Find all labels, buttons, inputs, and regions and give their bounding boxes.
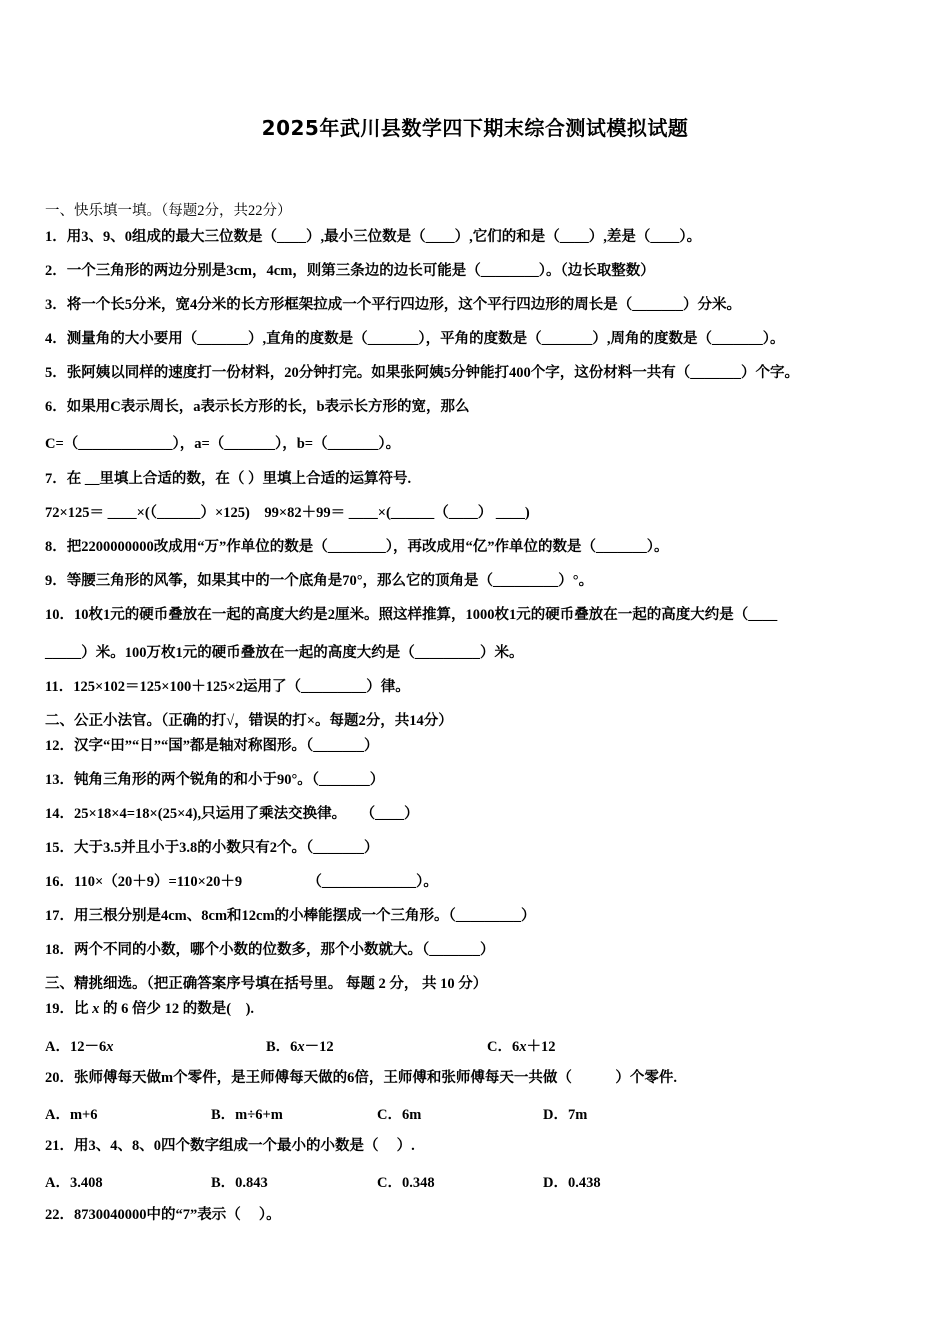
option-19-a: A．12－6x <box>45 1039 114 1055</box>
option-19-b: B．6x－12 <box>266 1039 334 1055</box>
question-6-line-1: 6．如果用C表示周长，a表示长方形的长，b表示长方形的宽，那么 <box>45 399 470 415</box>
question-5: 5．张阿姨以同样的速度打一份材料，20分钟打完。如果张阿姨5分钟能打400个字，这份材料一共有（_______）个字。 <box>45 365 799 381</box>
question-18: 18．两个不同的小数，哪个小数的位数多，那个小数就大。（_______） <box>45 942 495 958</box>
question-3: 3．将一个长5分米，宽4分米的长方形框架拉成一个平行四边形，这个平行四边形的周长是（_______）分米。 <box>45 297 741 313</box>
question-19-options <box>45 1035 930 1053</box>
question-19-text-end: 的 6 倍少 12 的数是( ). <box>99 1001 255 1017</box>
question-14: 14．25×18×4=18×(25×4),只运用了乘法交换律。 （____） <box>45 806 419 822</box>
section-3-heading: 三、精挑细选。（把正确答案序号填在括号里。 每题 2 分， 共 10 分） <box>45 976 488 992</box>
option-21-d: D．0.438 <box>543 1175 601 1191</box>
question-11: 11．125×102＝125×100＋125×2运用了（_________）律。 <box>45 679 410 695</box>
question-9: 9．等腰三角形的风筝，如果其中的一个底角是70°，那么它的顶角是（_________）°。 <box>45 573 594 589</box>
option-20-a: A．m+6 <box>45 1107 98 1123</box>
option-20-c: C．6m <box>377 1107 422 1123</box>
section-1-heading: 一、快乐填一填。（每题2分，共22分） <box>45 203 292 219</box>
question-13: 13．钝角三角形的两个锐角的和小于90°。（_______） <box>45 772 385 788</box>
question-19-text-start: 19．比 <box>45 1001 93 1017</box>
question-6-line-2: C=（_____________），a=（_______），b=（_______）。 <box>45 436 401 452</box>
section-2-heading: 二、公正小法官。（正确的打√，错误的打×。每题2分，共14分） <box>45 713 453 729</box>
question-16: 16．110×（20＋9）=110×20＋9 （_____________）。 <box>45 874 438 890</box>
option-21-c: C．0.348 <box>377 1175 435 1191</box>
question-10-line-1: 10．10枚1元的硬币叠放在一起的高度大约是2厘米。照这样推算，1000枚1元的硬币叠放在一起的高度大约是（____ <box>45 607 778 623</box>
question-20-options <box>45 1103 930 1121</box>
question-19 <box>45 1000 930 1018</box>
question-22: 22．8730040000中的“7”表示（ ）。 <box>45 1207 281 1223</box>
question-7-line-1: 7．在 __里填上合适的数，在（ ）里填上合适的运算符号. <box>45 471 412 487</box>
option-21-b: B．0.843 <box>211 1175 268 1191</box>
option-20-b: B．m÷6+m <box>211 1107 283 1123</box>
option-21-a: A．3.408 <box>45 1175 103 1191</box>
question-10-line-2: _____）米。100万枚1元的硬币叠放在一起的高度大约是（_________）米。 <box>45 645 524 661</box>
question-17: 17．用三根分别是4cm、8cm和12cm的小棒能摆成一个三角形。（_________） <box>45 908 536 924</box>
question-7-line-2: 72×125＝ ____×(（______）×125) 99×82＋99＝ ____×(______（____） ____) <box>45 505 530 521</box>
question-21-options <box>45 1171 930 1189</box>
question-21: 21．用3、4、8、0四个数字组成一个最小的小数是（ ）. <box>45 1138 415 1154</box>
question-2: 2．一个三角形的两边分别是3cm，4cm，则第三条边的边长可能是（________）。（边长取整数） <box>45 263 655 279</box>
question-4: 4．测量角的大小要用（_______）,直角的度数是（_______），平角的度数是（_______）,周角的度数是（_______）。 <box>45 331 785 347</box>
question-1: 1．用3、9、0组成的最大三位数是（____）,最小三位数是（____）,它们的和是（____）,差是（____）。 <box>45 229 702 245</box>
option-19-c: C．6x＋12 <box>487 1039 556 1055</box>
option-20-d: D．7m <box>543 1107 588 1123</box>
question-19-variable: x <box>92 1001 100 1017</box>
page-title: 2025年武川县数学四下期末综合测试模拟试题 <box>261 116 689 140</box>
question-12: 12．汉字“田”“日”“国”都是轴对称图形。（_______） <box>45 738 379 754</box>
question-8: 8．把2200000000改成用“万”作单位的数是（________），再改成用“亿”作单位的数是（_______）。 <box>45 539 669 555</box>
question-20: 20．张师傅每天做m个零件，是王师傅每天做的6倍，王师傅和张师傅每天一共做（ ）个零件. <box>45 1070 677 1086</box>
question-15: 15．大于3.5并且小于3.8的小数只有2个。（_______） <box>45 840 379 856</box>
